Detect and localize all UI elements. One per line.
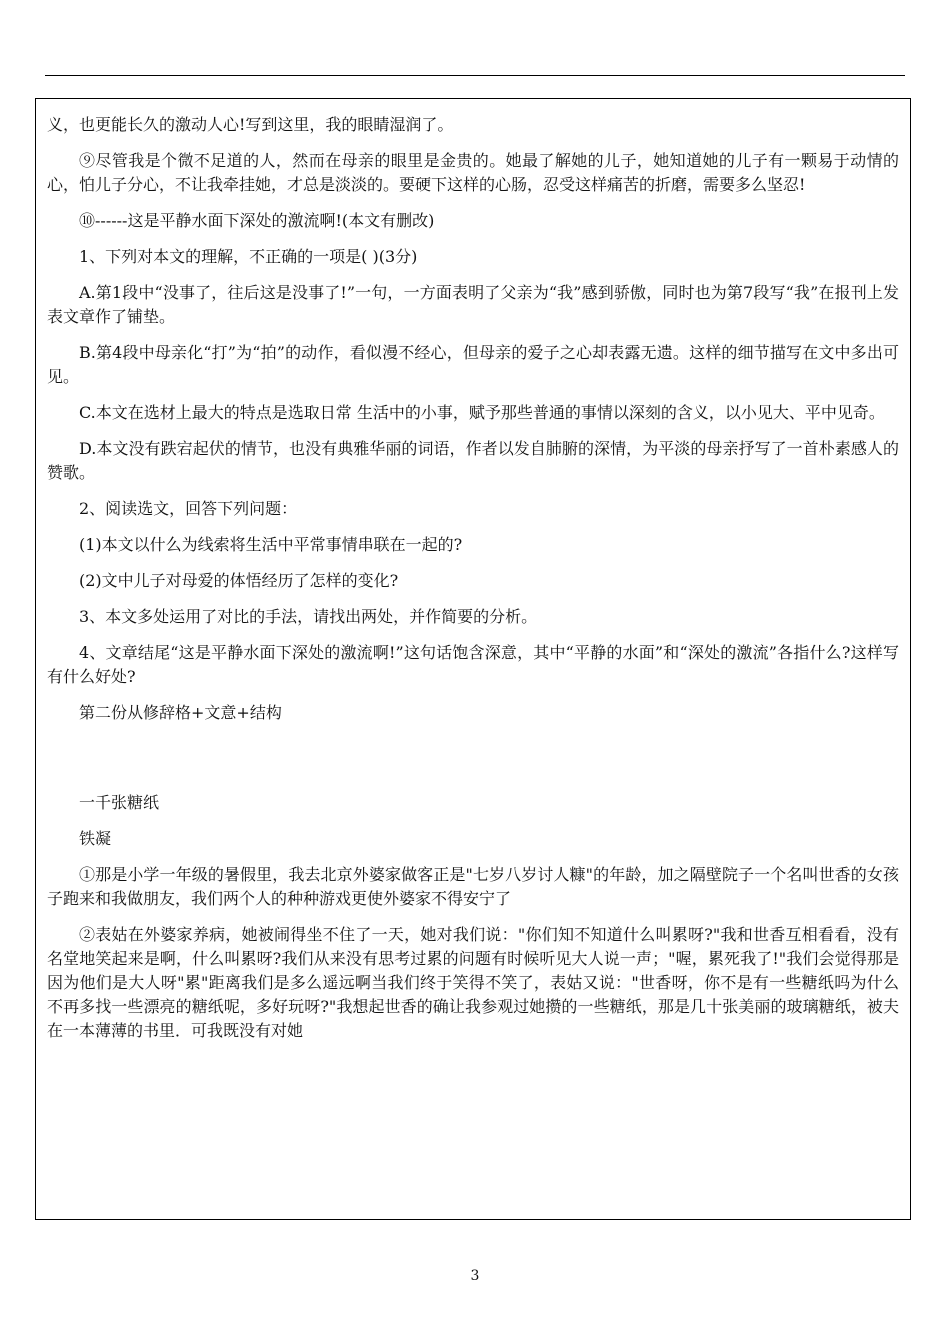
paragraph: A.第1段中“没事了，往后这是没事了!”一句，一方面表明了父亲为“我”感到骄傲，同时也为第7段写“我”在报刊上发表文章作了铺垫。 — [47, 283, 899, 326]
paragraph: 第二份从修辞格+文意+结构 — [79, 703, 282, 722]
paragraph: ①那是小学一年级的暑假里，我去北京外婆家做客正是"七岁八岁讨人糠"的年龄，加之隔壁院子一个名叫世香的女孩子跑来和我做朋友，我们两个人的种种游戏更使外婆家不得安宁了 — [47, 865, 899, 908]
paragraph: 2、阅读选文，回答下列问题： — [79, 499, 298, 518]
reading-passage-one — [47, 113, 899, 725]
content-frame — [35, 98, 911, 1220]
paragraph: ②表姑在外婆家养病，她被闹得坐不住了一天，她对我们说："你们知不知道什么叫累呀?"我和世香互相看看，没有名堂地笑起来是啊，什么叫累呀?我们从来没有思考过累的问题有时候听见大人说一声；"喔，累死我了!"我们会觉得那是因为他们是大人呀"累"距离我们是多么遥远啊当我们终于笑得不笑了，表姑又说："世香呀，你不是有一些糖纸吗为什么不再多找一些漂亮的糖纸呢，多好玩呀?"我想起世香的确让我参观过她攒的一些糖纸，那是几十张美丽的玻璃糖纸，被夫在一本薄薄的书里．可我既没有对她 — [47, 925, 899, 1040]
paragraph: 铁凝 — [79, 829, 112, 848]
document-body — [47, 113, 899, 1055]
paragraph: D.本文没有跌宕起伏的情节，也没有典雅华丽的词语，作者以发自肺腑的深情，为平淡的母亲抒写了一首朴素感人的赞歌。 — [47, 439, 899, 482]
page-number: 3 — [470, 1268, 480, 1284]
paragraph: 4、文章结尾“这是平静水面下深处的激流啊!”这句话饱含深意，其中“平静的水面”和“深处的激流”各指什么?这样写有什么好处? — [47, 643, 899, 686]
header-rule — [45, 75, 905, 76]
paragraph: B.第4段中母亲化“打”为“拍”的动作，看似漫不经心，但母亲的爱子之心却表露无遗。这样的细节描写在文中多出可见。 — [47, 343, 899, 386]
paragraph: 义，也更能长久的激动人心!写到这里，我的眼睛湿润了。 — [47, 115, 454, 134]
paragraph: 3、本文多处运用了对比的手法，请找出两处，并作简要的分析。 — [79, 607, 538, 626]
paragraph: ⑨尽管我是个微不足道的人，然而在母亲的眼里是金贵的。她最了解她的儿子，她知道她的儿子有一颗易于动情的心，怕儿子分心，不让我牵挂她，才总是淡淡的。要硬下这样的心肠，忍受这样痛苦的折磨，需要多么坚忍! — [47, 151, 899, 194]
paragraph: (2)文中儿子对母爱的体悟经历了怎样的变化? — [79, 571, 399, 590]
paragraph: ⑩------这是平静水面下深处的激流啊!(本文有删改) — [79, 211, 435, 230]
reading-passage-two — [47, 791, 899, 1043]
paragraph: 一千张糖纸 — [79, 793, 160, 812]
paragraph: (1)本文以什么为线索将生活中平常事情串联在一起的? — [79, 535, 463, 554]
paragraph: C.本文在选材上最大的特点是选取日常 生活中的小事，赋予那些普通的事情以深刻的含义，以小见大、平中见奇。 — [79, 403, 885, 422]
section-gap — [47, 737, 899, 791]
paragraph: 1、下列对本文的理解，不正确的一项是( )(3分) — [79, 247, 418, 266]
